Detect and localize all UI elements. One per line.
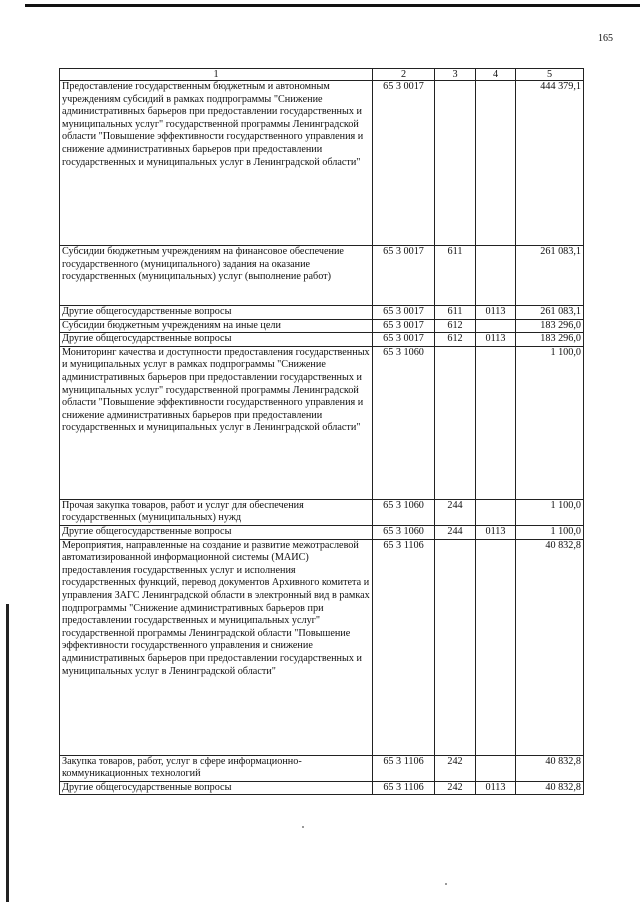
table-row — [60, 525, 584, 539]
row-target-code: 65 3 1060 — [373, 499, 435, 525]
row-expense-type — [435, 81, 476, 246]
row-amount: 444 379,1 — [516, 81, 584, 246]
row-amount: 261 083,1 — [516, 306, 584, 320]
row-amount: 1 100,0 — [516, 346, 584, 499]
table-row — [60, 333, 584, 347]
row-description: Закупка товаров, работ, услуг в сфере информационно-коммуникационных технологий — [60, 755, 373, 781]
table-row — [60, 81, 584, 246]
row-description: Предоставление государственным бюджетным и автономным учреждениям субсидий в рамках подпрограммы "Снижение административных барьеров при предоставлении государственных и муниципальных услуг" государственной программы Ленинградской области "Повышение эффективности государственного управления и снижение административных барьеров при предоставлении государственных и муниципальных услуг в Ленинградской области" — [60, 81, 373, 246]
row-section-code: 0113 — [476, 333, 516, 347]
row-section-code — [476, 755, 516, 781]
row-expense-type — [435, 346, 476, 499]
row-expense-type: 242 — [435, 755, 476, 781]
row-expense-type: 611 — [435, 246, 476, 306]
row-expense-type: 244 — [435, 525, 476, 539]
row-section-code: 0113 — [476, 306, 516, 320]
table-row — [60, 539, 584, 755]
table-row — [60, 319, 584, 333]
row-target-code: 65 3 1106 — [373, 539, 435, 755]
row-section-code: 0113 — [476, 781, 516, 795]
row-target-code: 65 3 1106 — [373, 755, 435, 781]
row-amount: 183 296,0 — [516, 319, 584, 333]
row-amount: 261 083,1 — [516, 246, 584, 306]
scan-speck — [302, 826, 304, 828]
scan-speck — [445, 883, 447, 885]
table-row — [60, 346, 584, 499]
row-target-code: 65 3 1060 — [373, 346, 435, 499]
header-col-5: 5 — [516, 69, 584, 81]
row-target-code: 65 3 0017 — [373, 246, 435, 306]
row-description: Мероприятия, направленные на создание и развитие межотраслевой автоматизированной информационной системы (МАИС) предоставления государственных услуг и исполнения государственных функций, перевод документов Архивного комитета и управления ЗАГС Ленинградской области в электронный вид в рамках подпрограммы "Снижение административных барьеров при предоставлении государственных и муниципальных услуг" государственной программы Ленинградской области "Повышение эффективности государственного управления и снижение административных барьеров при предоставлении государственных и муниципальных услуг в Ленинградской области" — [60, 539, 373, 755]
row-target-code: 65 3 0017 — [373, 319, 435, 333]
row-section-code — [476, 81, 516, 246]
header-col-3: 3 — [435, 69, 476, 81]
row-description: Другие общегосударственные вопросы — [60, 333, 373, 347]
row-amount: 40 832,8 — [516, 755, 584, 781]
row-description: Другие общегосударственные вопросы — [60, 525, 373, 539]
row-amount: 40 832,8 — [516, 781, 584, 795]
row-expense-type: 611 — [435, 306, 476, 320]
page-number: 165 — [598, 33, 613, 44]
header-col-2: 2 — [373, 69, 435, 81]
row-expense-type: 612 — [435, 319, 476, 333]
row-description: Субсидии бюджетным учреждениям на финансовое обеспечение государственного (муниципального) задания на оказание государственных (муниципальных) услуг (выполнение работ) — [60, 246, 373, 306]
header-col-1: 1 — [60, 69, 373, 81]
budget-table — [59, 68, 584, 795]
row-description: Мониторинг качества и доступности предоставления государственных и муниципальных услуг в рамках подпрограммы "Снижение административных барьеров при предоставлении государственных и муниципальных услуг" государственной программы Ленинградской области "Повышение эффективности государственного управления и снижение административных барьеров при предоставлении государственных и муниципальных услуг в Ленинградской области" — [60, 346, 373, 499]
row-section-code — [476, 539, 516, 755]
row-expense-type: 242 — [435, 781, 476, 795]
row-section-code — [476, 346, 516, 499]
row-description: Другие общегосударственные вопросы — [60, 306, 373, 320]
row-expense-type — [435, 539, 476, 755]
row-section-code: 0113 — [476, 525, 516, 539]
table-row — [60, 755, 584, 781]
row-amount: 183 296,0 — [516, 333, 584, 347]
row-target-code: 65 3 0017 — [373, 333, 435, 347]
row-section-code — [476, 246, 516, 306]
row-amount: 1 100,0 — [516, 499, 584, 525]
row-amount: 1 100,0 — [516, 525, 584, 539]
header-col-4: 4 — [476, 69, 516, 81]
row-target-code: 65 3 1106 — [373, 781, 435, 795]
row-description: Прочая закупка товаров, работ и услуг для обеспечения государственных (муниципальных) нужд — [60, 499, 373, 525]
row-expense-type: 244 — [435, 499, 476, 525]
table-header-row — [60, 69, 584, 81]
top-scan-border — [25, 4, 640, 7]
table-row — [60, 306, 584, 320]
table-row — [60, 499, 584, 525]
row-section-code — [476, 499, 516, 525]
row-description: Субсидии бюджетным учреждениям на иные цели — [60, 319, 373, 333]
row-amount: 40 832,8 — [516, 539, 584, 755]
row-description: Другие общегосударственные вопросы — [60, 781, 373, 795]
table-row — [60, 781, 584, 795]
row-section-code — [476, 319, 516, 333]
row-expense-type: 612 — [435, 333, 476, 347]
table-row — [60, 246, 584, 306]
row-target-code: 65 3 0017 — [373, 81, 435, 246]
row-target-code: 65 3 0017 — [373, 306, 435, 320]
row-target-code: 65 3 1060 — [373, 525, 435, 539]
left-scan-border — [6, 604, 9, 902]
